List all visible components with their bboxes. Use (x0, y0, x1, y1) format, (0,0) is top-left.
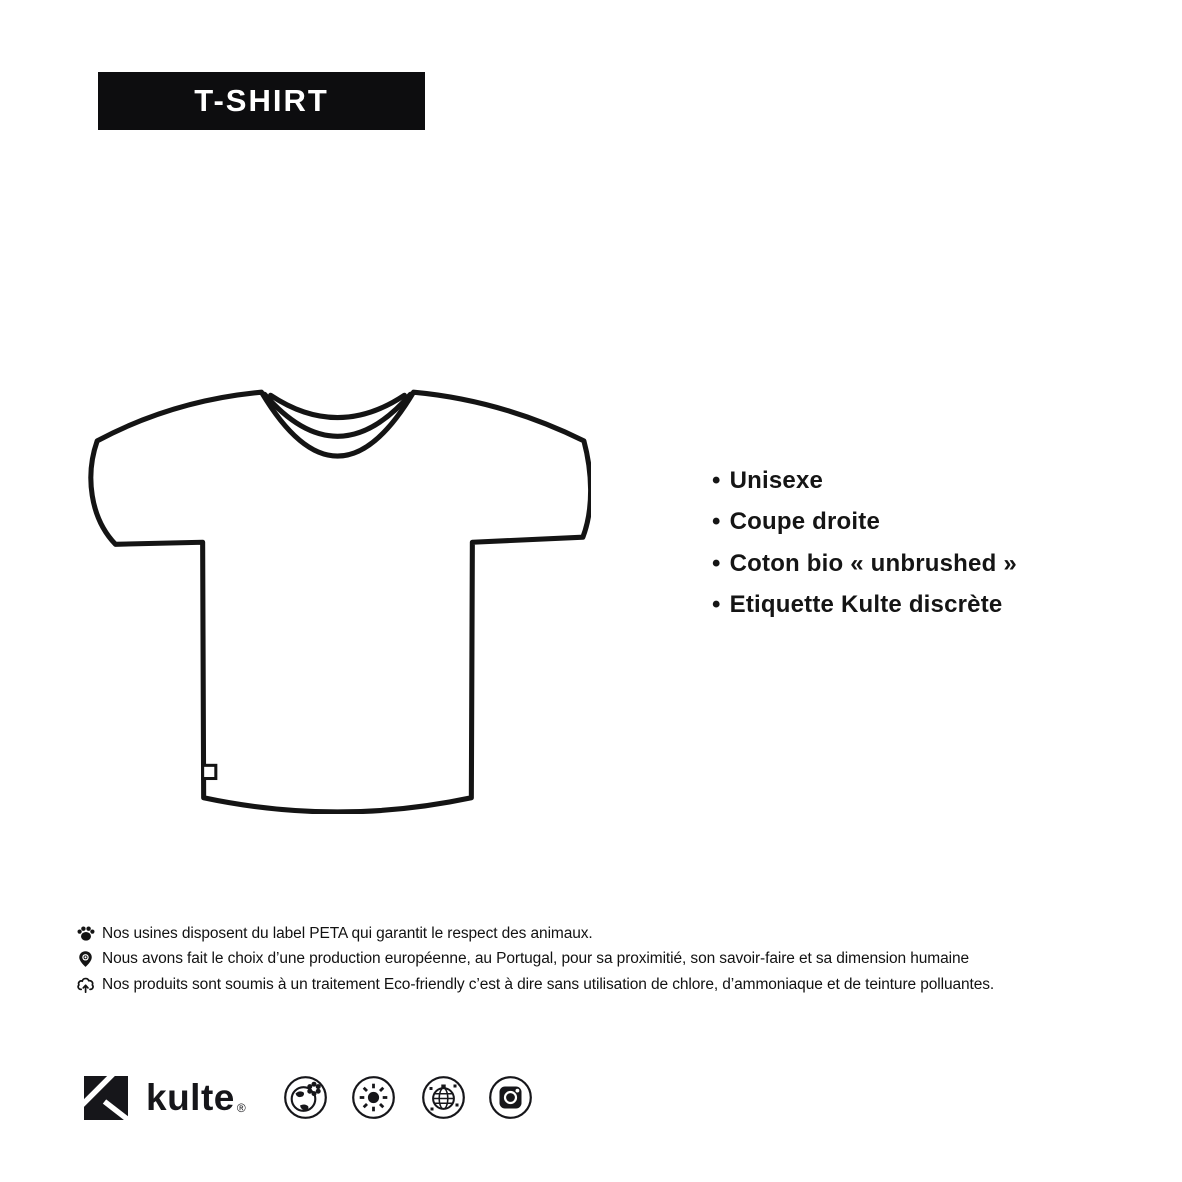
feature-label: Etiquette Kulte discrète (729, 591, 1003, 619)
info-text: Nos produits sont soumis à un traitement Eco-friendly c’est à dire sans utilisation de chlore, d’ammoniaque et de teinture polluantes. (102, 975, 995, 993)
trademark-symbol: ® (236, 1101, 246, 1115)
paw-icon (76, 924, 95, 943)
header-bar (98, 72, 425, 130)
feature-label: Unisexe (729, 466, 824, 494)
bullet-dot: • (712, 549, 721, 577)
feature-label: Coupe droite (729, 508, 881, 536)
feature-item (712, 460, 1017, 502)
info-item (76, 972, 1126, 998)
page-title: T-SHIRT (194, 83, 329, 118)
kulte-logo-mark (84, 1076, 128, 1120)
info-item (76, 921, 1126, 947)
side-label-tag (203, 765, 216, 778)
info-text: Nous avons fait le choix d’une production européenne, au Portugal, pour sa proximitié, son savoir-faire et sa dimension humaine (102, 950, 970, 968)
bullet-dot: • (712, 508, 721, 536)
disco-ball-icon[interactable] (421, 1075, 466, 1120)
feature-list (712, 460, 1017, 626)
tshirt-drawing-icon (84, 378, 591, 814)
footer (0, 1074, 1182, 1134)
feature-item (712, 585, 1017, 627)
sun-icon[interactable] (351, 1075, 396, 1120)
info-item (76, 947, 1126, 973)
flower-detail (307, 1082, 320, 1096)
cloud-arrow-icon (76, 975, 95, 994)
feature-item (712, 543, 1017, 585)
feature-label: Coton bio « unbrushed » (729, 549, 1017, 577)
info-list (76, 921, 1126, 998)
tshirt-illustration (84, 378, 591, 814)
camera-icon[interactable] (488, 1075, 533, 1120)
bullet-dot: • (712, 466, 721, 494)
info-text: Nos usines disposent du label PETA qui garantit le respect des animaux. (102, 924, 593, 942)
brand-wordmark: kulte (146, 1077, 235, 1118)
feature-item (712, 502, 1017, 544)
earth-flower-icon[interactable] (283, 1075, 328, 1120)
brand-logo (84, 1076, 246, 1120)
map-pin-icon (76, 950, 95, 969)
bullet-dot: • (712, 591, 721, 619)
